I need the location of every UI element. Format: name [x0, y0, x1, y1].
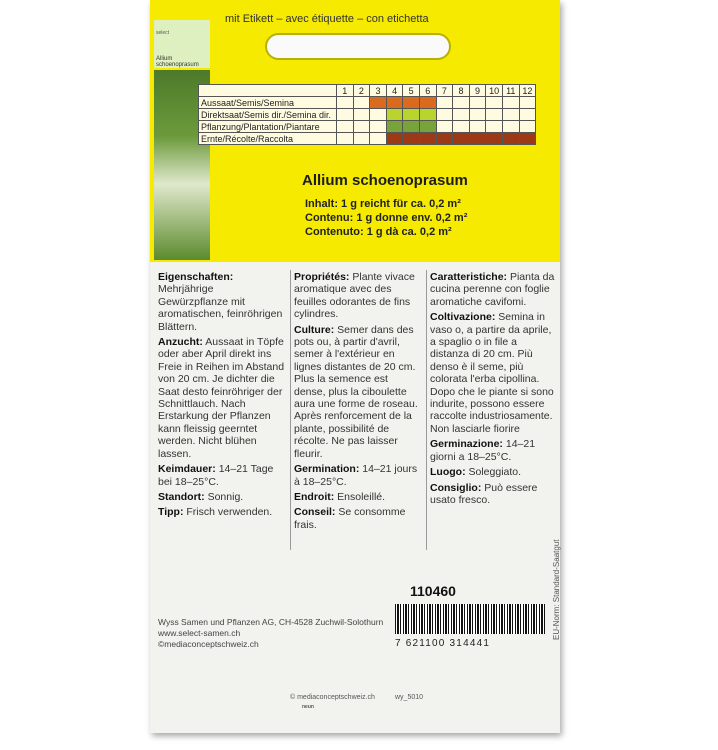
calendar-cell-month-2 — [353, 97, 370, 109]
it-luogo — [430, 466, 558, 478]
article-number: 110460 — [410, 583, 456, 599]
calendar-cell-month-6 — [419, 109, 436, 121]
calendar-cell-month-9 — [469, 133, 486, 145]
label-note: mit Etikett – avec étiquette – con etichetta — [225, 13, 429, 25]
calendar-cell-month-12 — [519, 121, 536, 133]
text: Sonnig. — [207, 490, 244, 503]
month-3: 3 — [370, 85, 387, 97]
text: Mehrjährige Gewürzpflanze mit aromatischen, feinröhrigen Blättern. — [158, 283, 283, 333]
content-de: Inhalt: 1 g reicht für ca. 0,2 m² — [305, 198, 461, 210]
heading: Conseil: — [294, 506, 336, 519]
calendar-cell-month-12 — [519, 133, 536, 145]
calendar-cell-month-7 — [436, 109, 453, 121]
calendar-cell-month-9 — [469, 97, 486, 109]
text: Frisch verwenden. — [186, 506, 273, 519]
barcode — [395, 604, 545, 634]
calendar-cell-month-6 — [419, 121, 436, 133]
sowing-calendar — [198, 84, 536, 145]
calendar-cell-month-7 — [436, 121, 453, 133]
month-1: 1 — [337, 85, 354, 97]
calendar-row-harvest — [199, 133, 536, 145]
text: Ensoleillé. — [337, 490, 386, 503]
calendar-cell-month-2 — [353, 109, 370, 121]
it-germinazione — [430, 438, 558, 463]
fr-culture — [294, 324, 422, 460]
calendar-cell-month-11 — [502, 109, 519, 121]
calendar-header-row — [199, 85, 536, 97]
text: Semer dans des pots ou, à partir d'avril, semer à l'extérieur en lignes distantes de 20 cm. Plus la semence est dense, plus la ciboulette aura une forme de roseau. Après renforcement de la plante, possibilité de récolte. Ne pas laisser fleurir. — [294, 323, 418, 460]
it-consiglio — [430, 482, 558, 507]
calendar-cell-month-12 — [519, 109, 536, 121]
calendar-cell-month-7 — [436, 97, 453, 109]
calendar-row-label: Pflanzung/Plantation/Piantare — [199, 121, 337, 133]
month-8: 8 — [453, 85, 470, 97]
thumbnail-header — [154, 20, 210, 68]
heading: Caratteristiche: — [430, 271, 508, 283]
calendar-cell-month-1 — [337, 97, 354, 109]
calendar-cell-month-5 — [403, 109, 420, 121]
fr-proprietes — [294, 271, 422, 321]
german-column — [158, 271, 286, 522]
text: 14–21 giorni a 18–25°C. — [430, 438, 536, 463]
calendar-row-label: Ernte/Récolte/Raccolta — [199, 133, 337, 145]
calendar-cell-month-3 — [370, 133, 387, 145]
calendar-cell-month-2 — [353, 133, 370, 145]
calendar-row-label: Aussaat/Semis/Semina — [199, 97, 337, 109]
heading: Luogo: — [430, 466, 466, 479]
calendar-cell-month-8 — [453, 109, 470, 121]
footer-credit: © mediaconceptschweiz.ch — [290, 694, 375, 701]
calendar-cell-month-9 — [469, 109, 486, 121]
text: Pianta da cucina perenne con foglie aromatiche cavifomi. — [430, 271, 555, 308]
calendar-cell-month-3 — [370, 109, 387, 121]
heading: Tipp: — [158, 506, 184, 519]
calendar-cell-month-10 — [486, 97, 503, 109]
calendar-cell-month-8 — [453, 133, 470, 145]
calendar-cell-month-2 — [353, 121, 370, 133]
de-tipp — [158, 506, 286, 518]
text: Se consomme frais. — [294, 506, 406, 531]
calendar-cell-month-3 — [370, 97, 387, 109]
text: 14–21 jours à 18–25°C. — [294, 463, 418, 488]
fr-endroit — [294, 491, 422, 503]
calendar-cell-month-8 — [453, 121, 470, 133]
calendar-cell-month-1 — [337, 133, 354, 145]
thumbnail-logo: select — [156, 30, 170, 36]
calendar-cell-month-4 — [386, 121, 403, 133]
it-caratteristiche — [430, 271, 558, 308]
calendar-cell-month-11 — [502, 121, 519, 133]
heading: Coltivazione: — [430, 311, 496, 324]
heading: Consiglio: — [430, 481, 482, 494]
month-6: 6 — [419, 85, 436, 97]
calendar-cell-month-4 — [386, 109, 403, 121]
barcode-number: 7 621100 314441 — [395, 638, 491, 649]
calendar-row-direct-sowing — [199, 109, 536, 121]
calendar-cell-month-9 — [469, 121, 486, 133]
de-keimdauer — [158, 463, 286, 488]
heading: Endroit: — [294, 490, 335, 503]
calendar-cell-month-10 — [486, 133, 503, 145]
calendar-cell-month-6 — [419, 133, 436, 145]
content-fr: Contenu: 1 g donne env. 0,2 m² — [305, 212, 468, 224]
column-divider — [426, 270, 427, 550]
calendar-cell-month-5 — [403, 97, 420, 109]
month-5: 5 — [403, 85, 420, 97]
text: Plante vivace aromatique avec des feuilles odorantes de fins cylindres. — [294, 271, 415, 321]
text: Può essere usato fresco. — [430, 481, 538, 506]
heading: Germinazione: — [430, 438, 503, 451]
month-4: 4 — [386, 85, 403, 97]
calendar-row-sowing — [199, 97, 536, 109]
company-address: Wyss Samen und Pflanzen AG, CH-4528 Zuchwil-Solothurn — [158, 617, 384, 627]
calendar-cell-month-11 — [502, 97, 519, 109]
thumbnail-name: Allium schoenoprasum — [156, 56, 199, 68]
month-7: 7 — [436, 85, 453, 97]
heading: Keimdauer: — [158, 463, 216, 476]
species-name: Allium schoenoprasum — [302, 172, 468, 189]
text: Aussaat in Töpfe oder aber April direkt ins Freie in Reihen im Abstand von 20 cm. Je dichter die Saat desto feinröhriger der Schnittlauch. Nach Erstarkung der Pflanzen kann fleissig geerntet werden. Nicht blühen lassen. — [158, 336, 285, 460]
calendar-cell-month-7 — [436, 133, 453, 145]
content-it: Contenuto: 1 g dà ca. 0,2 m² — [305, 226, 452, 238]
contents-block — [305, 197, 467, 239]
de-eigenschaften — [158, 271, 286, 333]
de-standort — [158, 491, 286, 503]
calendar-cell-month-1 — [337, 109, 354, 121]
calendar-cell-month-4 — [386, 133, 403, 145]
calendar-cell-month-5 — [403, 121, 420, 133]
text: 14–21 Tage bei 18–25°C. — [158, 463, 274, 488]
eu-norm-label: EU-Norm: Standard-Saatgut — [552, 539, 561, 640]
calendar-cell-month-3 — [370, 121, 387, 133]
text: Soleggiato. — [468, 466, 522, 479]
month-12: 12 — [519, 85, 536, 97]
calendar-cell-month-4 — [386, 97, 403, 109]
calendar-row-label: Direktsaat/Semis dir./Semina dir. — [199, 109, 337, 121]
calendar-cell-month-10 — [486, 109, 503, 121]
company-copyright: ©mediaconceptschweiz.ch — [158, 639, 259, 649]
column-divider — [290, 270, 291, 550]
fr-conseil — [294, 506, 422, 531]
heading: Culture: — [294, 323, 335, 336]
calendar-cell-month-11 — [502, 133, 519, 145]
de-anzucht — [158, 336, 286, 460]
text: Semina in vaso o, a partire da aprile, a spaglio o in file a distanza di 20 cm. Più denso è il seme, più colorata l'erba cipollina. Dopo che le piante si sono indurite, possono essere raccolte industriosamente. Non lasciarle fiorire — [430, 311, 554, 435]
month-10: 10 — [486, 85, 503, 97]
company-info — [158, 617, 383, 650]
month-11: 11 — [502, 85, 519, 97]
heading: Germination: — [294, 463, 360, 476]
calendar-row-planting — [199, 121, 536, 133]
calendar-corner — [199, 85, 337, 97]
french-column — [294, 271, 422, 534]
calendar-cell-month-12 — [519, 97, 536, 109]
calendar-cell-month-6 — [419, 97, 436, 109]
heading: Propriétés: — [294, 271, 350, 283]
calendar-cell-month-10 — [486, 121, 503, 133]
hang-hole — [265, 33, 451, 60]
fr-germination — [294, 463, 422, 488]
italian-column — [430, 271, 558, 509]
month-2: 2 — [353, 85, 370, 97]
calendar-cell-month-8 — [453, 97, 470, 109]
calendar-cell-month-1 — [337, 121, 354, 133]
heading: Eigenschaften: — [158, 271, 234, 283]
footer-code: wy_5010 — [395, 694, 424, 701]
heading: Standort: — [158, 490, 205, 503]
calendar-cell-month-5 — [403, 133, 420, 145]
month-9: 9 — [469, 85, 486, 97]
company-website: www.select-samen.ch — [158, 628, 241, 638]
it-coltivazione — [430, 311, 558, 435]
heading: Anzucht: — [158, 336, 203, 349]
footer-logo: neun — [302, 704, 314, 710]
